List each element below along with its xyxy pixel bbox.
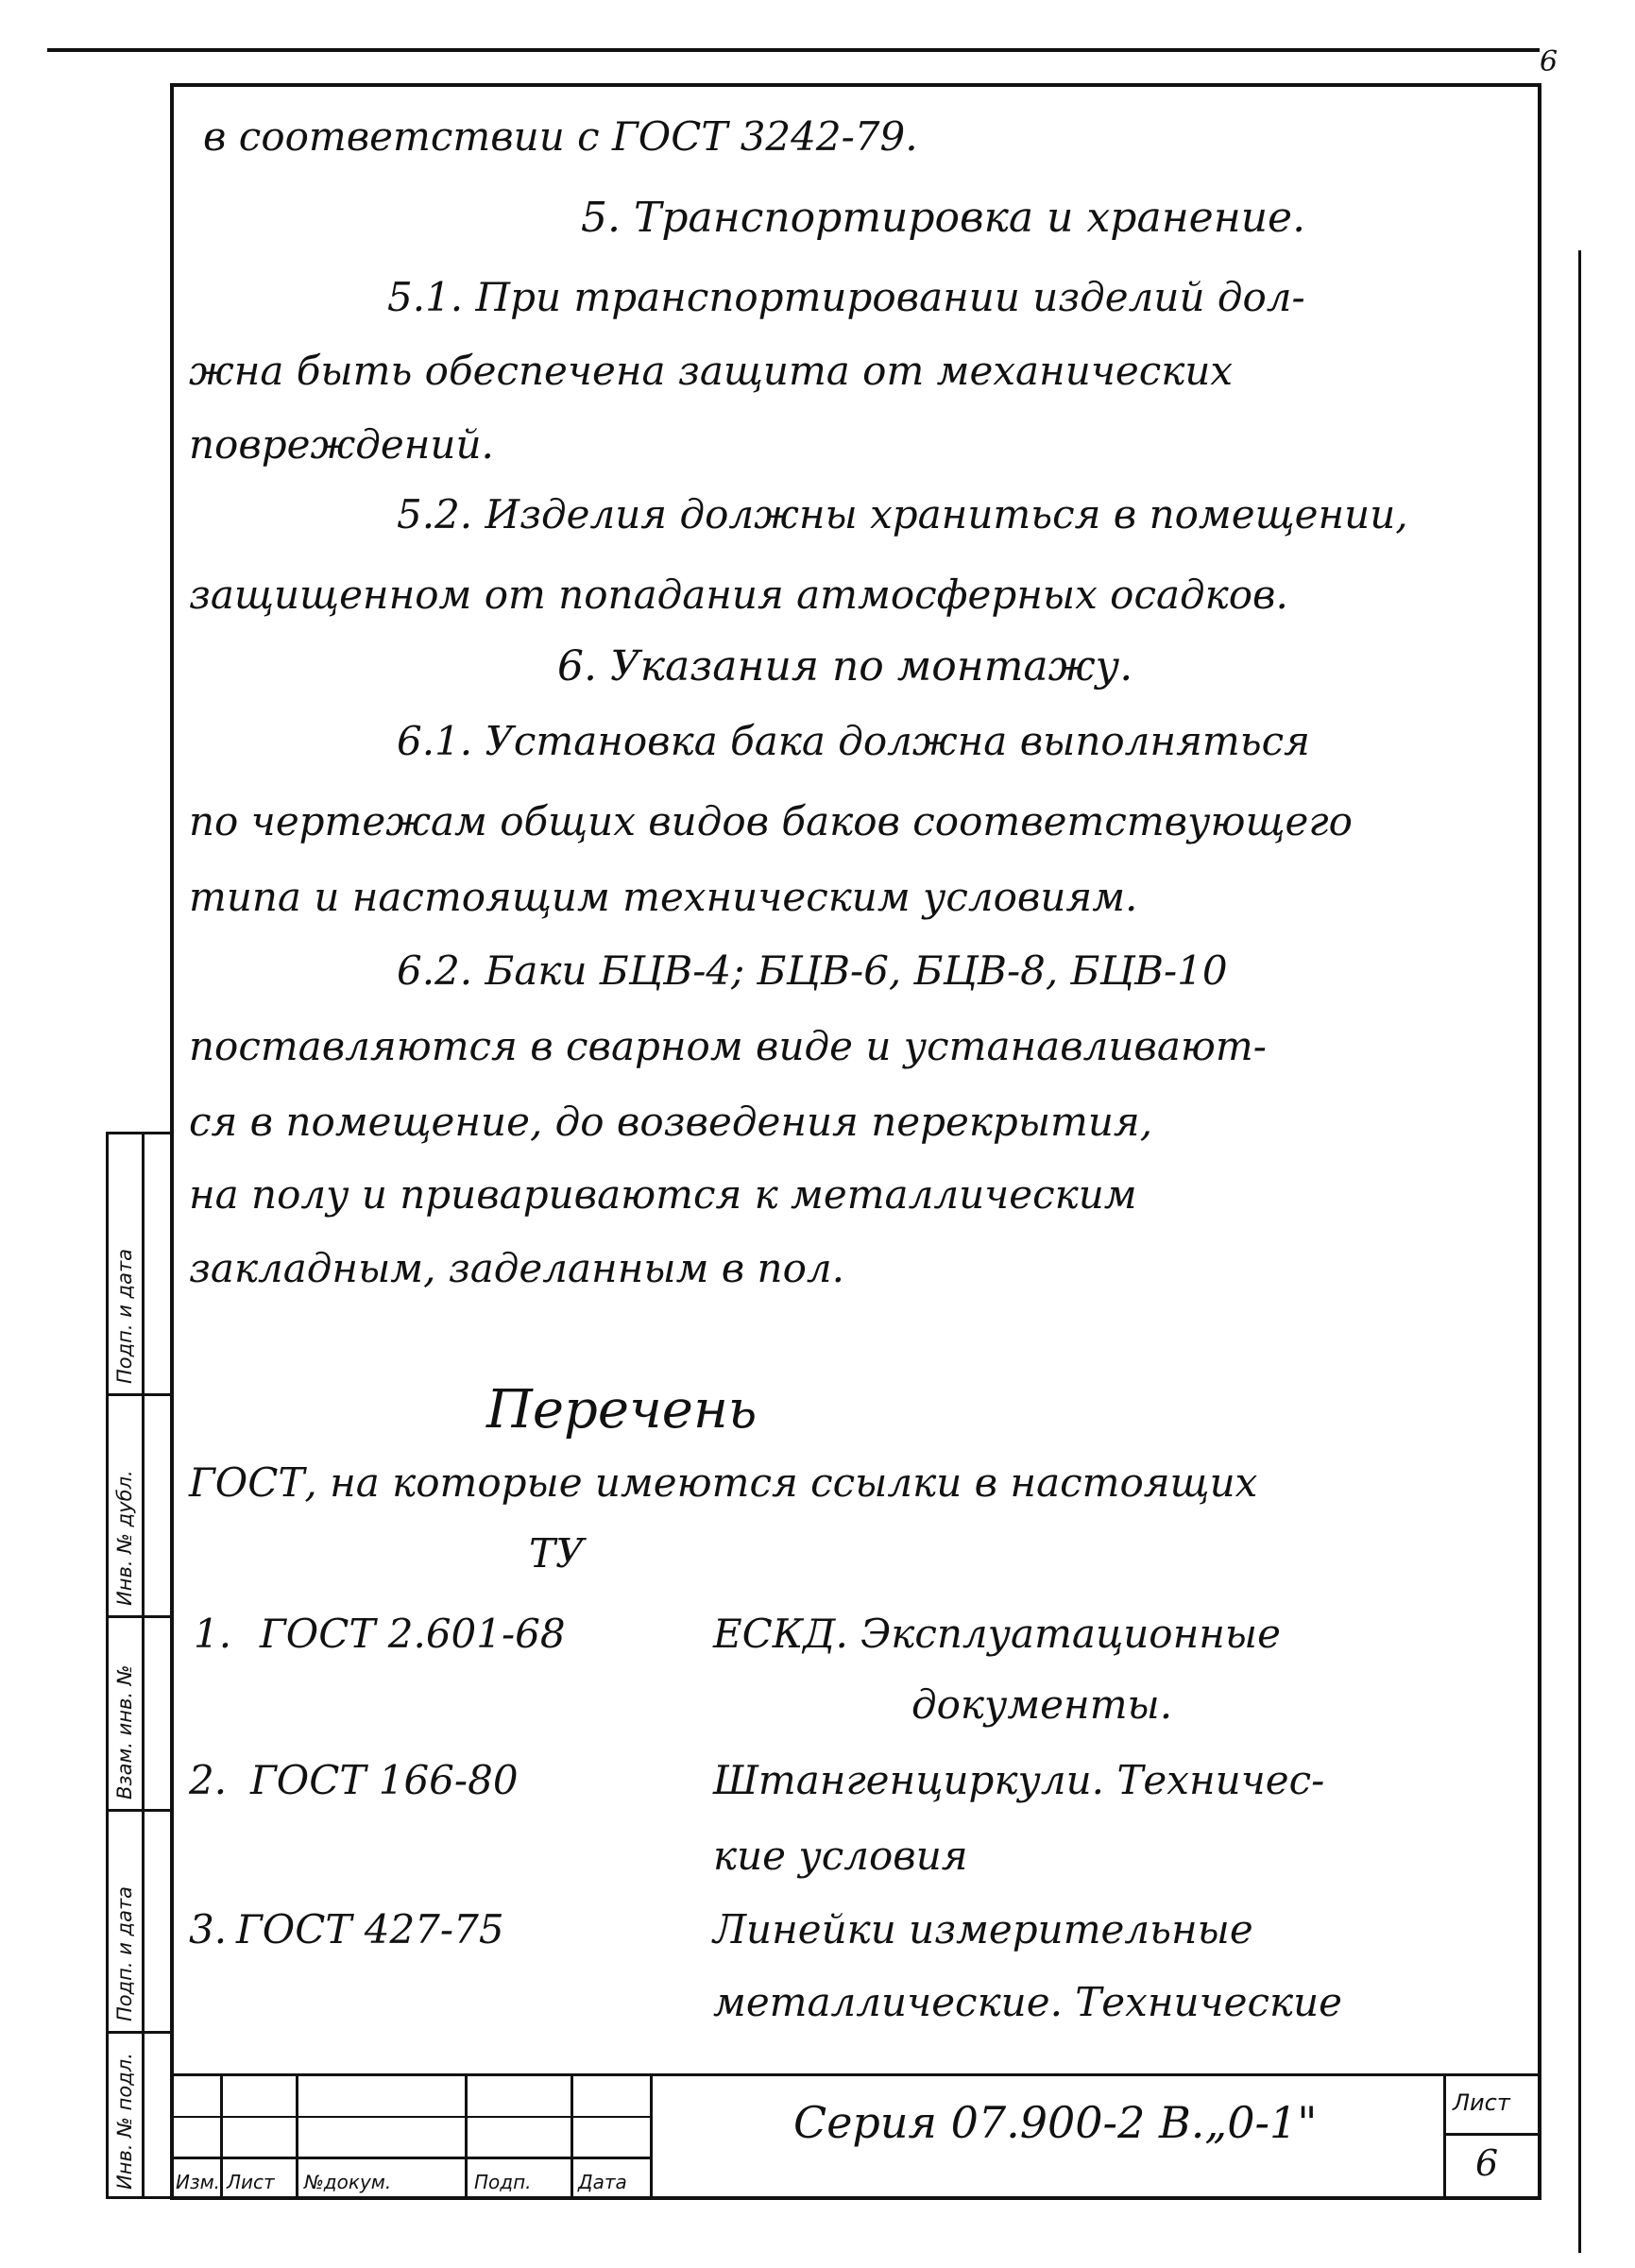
list-item-2-num: 2.: [189, 1757, 228, 1803]
list-item-3-desc-1: Линейки измерительные: [713, 1906, 1253, 1953]
text-line-7: защищенном от попадания атмосферных осадков.: [189, 571, 1288, 618]
side-label-inv-dubl: Инв. № дубл.: [113, 1470, 136, 1606]
text-line-4: жна быть обеспечена защита от механических: [189, 348, 1234, 394]
frame-bottom: [170, 2196, 1541, 2200]
section-6-heading: 6. Указания по монтажу.: [557, 642, 1133, 691]
stamp-top: [170, 2073, 1541, 2076]
side-div-1: [106, 1393, 172, 1396]
stamp-row-2: [170, 2157, 652, 2159]
stamp-vcol-1: [220, 2073, 223, 2199]
frame-right: [1538, 83, 1541, 2199]
side-div-4: [106, 2031, 172, 2034]
text-line-16: закладным, заделанным в пол.: [189, 1245, 844, 1291]
list-subtitle-2: ТУ: [529, 1530, 585, 1577]
stamp-vcol-4: [571, 2073, 573, 2199]
text-line-3: 5.1. При транспортировании изделий дол-: [387, 274, 1305, 320]
list-item-1-code: ГОСТ 2.601-68: [260, 1611, 566, 1657]
list-item-2-code: ГОСТ 166-80: [250, 1757, 519, 1803]
side-strip-inner: [142, 1132, 145, 2199]
side-strip-bottom: [106, 2196, 172, 2199]
side-strip-outer: [106, 1132, 109, 2199]
stamp-series-designation: Серия 07.900-2 В.„0-1": [793, 2097, 1318, 2148]
stamp-vcol-2: [296, 2073, 298, 2199]
side-div-2: [106, 1615, 172, 1618]
list-item-3-desc-2: металлические. Технические: [713, 1979, 1343, 2025]
list-item-2-desc-1: Штангенциркули. Техничес-: [713, 1757, 1325, 1803]
list-item-3-code: ГОСТ 427-75: [236, 1906, 504, 1953]
stamp-sheet-number: 6: [1475, 2142, 1499, 2184]
list-item-1-desc-2: документы.: [911, 1681, 1173, 1728]
list-title: Перечень: [486, 1379, 758, 1441]
stamp-vcol-3: [465, 2073, 468, 2199]
stamp-col-list: Лист: [227, 2171, 275, 2193]
side-strip-top: [106, 1132, 172, 1134]
frame-right-outer: [1578, 250, 1581, 2253]
stamp-col-data: Дата: [578, 2171, 627, 2193]
frame-left: [170, 83, 174, 2199]
frame-top: [170, 83, 1541, 87]
side-label-inv-podl: Инв. № подл.: [113, 2053, 136, 2190]
side-label-vzam-inv: Взам. инв. №: [113, 1664, 136, 1799]
text-line-10: по чертежам общих видов баков соответствующего: [189, 798, 1353, 844]
stamp-sheet-left: [1443, 2073, 1446, 2199]
text-line-1: в соответствии с ГОСТ 3242-79.: [203, 113, 918, 160]
side-div-3: [106, 1809, 172, 1812]
stamp-col-izm: Изм.: [176, 2171, 221, 2193]
stamp-col-podp: Подп.: [474, 2171, 532, 2193]
stamp-sheet-mid: [1443, 2133, 1540, 2136]
list-item-1-desc-1: ЕСКД. Эксплуатационные: [713, 1611, 1281, 1657]
stamp-row-1: [170, 2116, 652, 2118]
text-line-5: повреждений.: [189, 421, 494, 468]
side-label-podp-data-2: Подп. и дата: [113, 1248, 136, 1384]
text-line-14: ся в помещение, до возведения перекрытия,: [189, 1099, 1153, 1145]
list-item-3-num: 3.: [189, 1906, 228, 1953]
text-line-11: типа и настоящим техническим условиям.: [189, 874, 1138, 920]
stamp-sheet-label: Лист: [1453, 2089, 1510, 2116]
side-label-podp-data-1: Подп. и дата: [113, 1885, 136, 2021]
text-line-13: поставляются в сварном виде и устанавливают-: [189, 1023, 1267, 1069]
text-line-9: 6.1. Установка бака должна выполняться: [397, 718, 1310, 764]
stamp-vcol-5: [650, 2073, 653, 2199]
text-line-6: 5.2. Изделия должны храниться в помещении,: [397, 491, 1408, 537]
top-rule: [47, 48, 1540, 52]
list-subtitle-1: ГОСТ, на которые имеются ссылки в настоящих: [189, 1459, 1258, 1506]
section-5-heading: 5. Транспортировка и хранение.: [581, 194, 1306, 242]
text-line-15: на полу и привариваются к металлическим: [189, 1171, 1137, 1218]
list-item-2-desc-2: кие условия: [713, 1833, 968, 1879]
corner-page-number: 6: [1540, 45, 1558, 78]
list-item-1-num: 1.: [194, 1611, 232, 1657]
text-line-12: 6.2. Баки БЦВ-4; БЦВ-6, БЦВ-8, БЦВ-10: [397, 947, 1228, 994]
stamp-col-ndok: №докум.: [304, 2171, 392, 2193]
